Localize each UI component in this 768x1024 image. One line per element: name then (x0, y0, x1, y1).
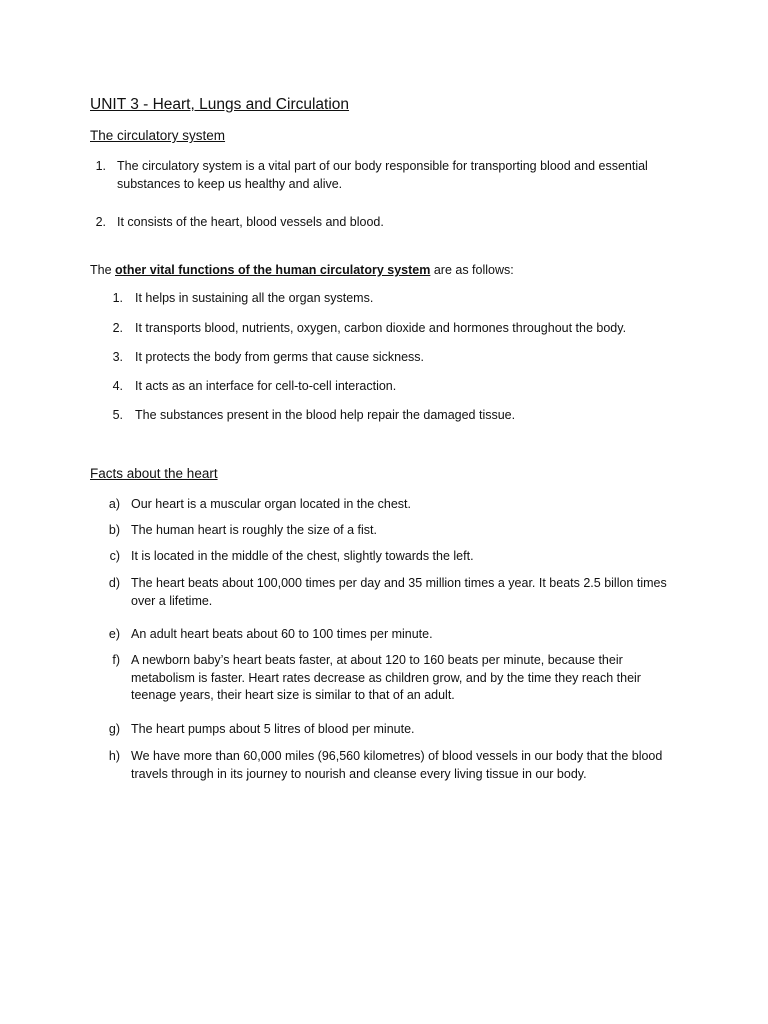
list-marker: f) (112, 653, 120, 667)
list-item-text: The human heart is roughly the size of a fist. (131, 523, 377, 537)
list-item-text: The heart beats about 100,000 times per day and 35 million times a year. It beats 2.5 billon times over a lifetime. (131, 576, 667, 608)
list-item-text: An adult heart beats about 60 to 100 times per minute. (131, 627, 433, 641)
list-marker: g) (108, 722, 120, 736)
intro-emphasis: other vital functions of the human circulatory system (115, 263, 431, 277)
section-heading-circulatory-system: The circulatory system (90, 128, 226, 143)
list-marker: 2. (112, 321, 123, 335)
list-marker: a) (108, 497, 120, 511)
list-marker: 5. (112, 408, 123, 422)
list-marker: 4. (112, 379, 123, 393)
section-heading-facts-about-heart: Facts about the heart (90, 466, 218, 481)
page-title: UNIT 3 - Heart, Lungs and Circulation (90, 96, 350, 113)
list-item-text: It transports blood, nutrients, oxygen, carbon dioxide and hormones throughout the body. (135, 321, 627, 335)
list-item-text: Our heart is a muscular organ located in the chest. (131, 497, 412, 511)
list-item-text: It acts as an interface for cell-to-cell interaction. (135, 379, 397, 393)
list-marker: 1. (112, 291, 123, 305)
list-marker: 3. (112, 350, 123, 364)
list-marker: e) (108, 627, 120, 641)
list-item-text: The substances present in the blood help repair the damaged tissue. (135, 408, 516, 422)
list-marker: d) (108, 576, 120, 590)
list-item-text: A newborn baby’s heart beats faster, at about 120 to 160 beats per minute, because their metabolism is faster. Heart rates decrease as children grow, and by the time they reach their teenage years, their heart size is similar to that of an adult. (131, 653, 641, 702)
list-item-text: The heart pumps about 5 litres of blood per minute. (131, 722, 415, 736)
list-item-text: It is located in the middle of the chest, slightly towards the left. (131, 549, 474, 563)
intro-suffix: are as follows: (430, 263, 514, 277)
list-item-text: It helps in sustaining all the organ systems. (135, 291, 374, 305)
list-item-text: It consists of the heart, blood vessels and blood. (117, 215, 384, 229)
list-marker: 1. (95, 159, 106, 173)
list-item-text: We have more than 60,000 miles (96,560 kilometres) of blood vessels in our body that the blood travels through in its journey to nourish and cleanse every living tissue in our body. (131, 749, 663, 781)
intro-prefix: The (90, 263, 116, 277)
list-marker: c) (109, 549, 120, 563)
list-marker: 2. (95, 215, 106, 229)
intro-paragraph (90, 263, 514, 277)
list-marker: h) (108, 749, 120, 763)
list-item-text: The circulatory system is a vital part of our body responsible for transporting blood and essential substances to keep us healthy and alive. (117, 159, 648, 191)
list-marker: b) (108, 523, 120, 537)
list-item-text: It protects the body from germs that cause sickness. (135, 350, 425, 364)
